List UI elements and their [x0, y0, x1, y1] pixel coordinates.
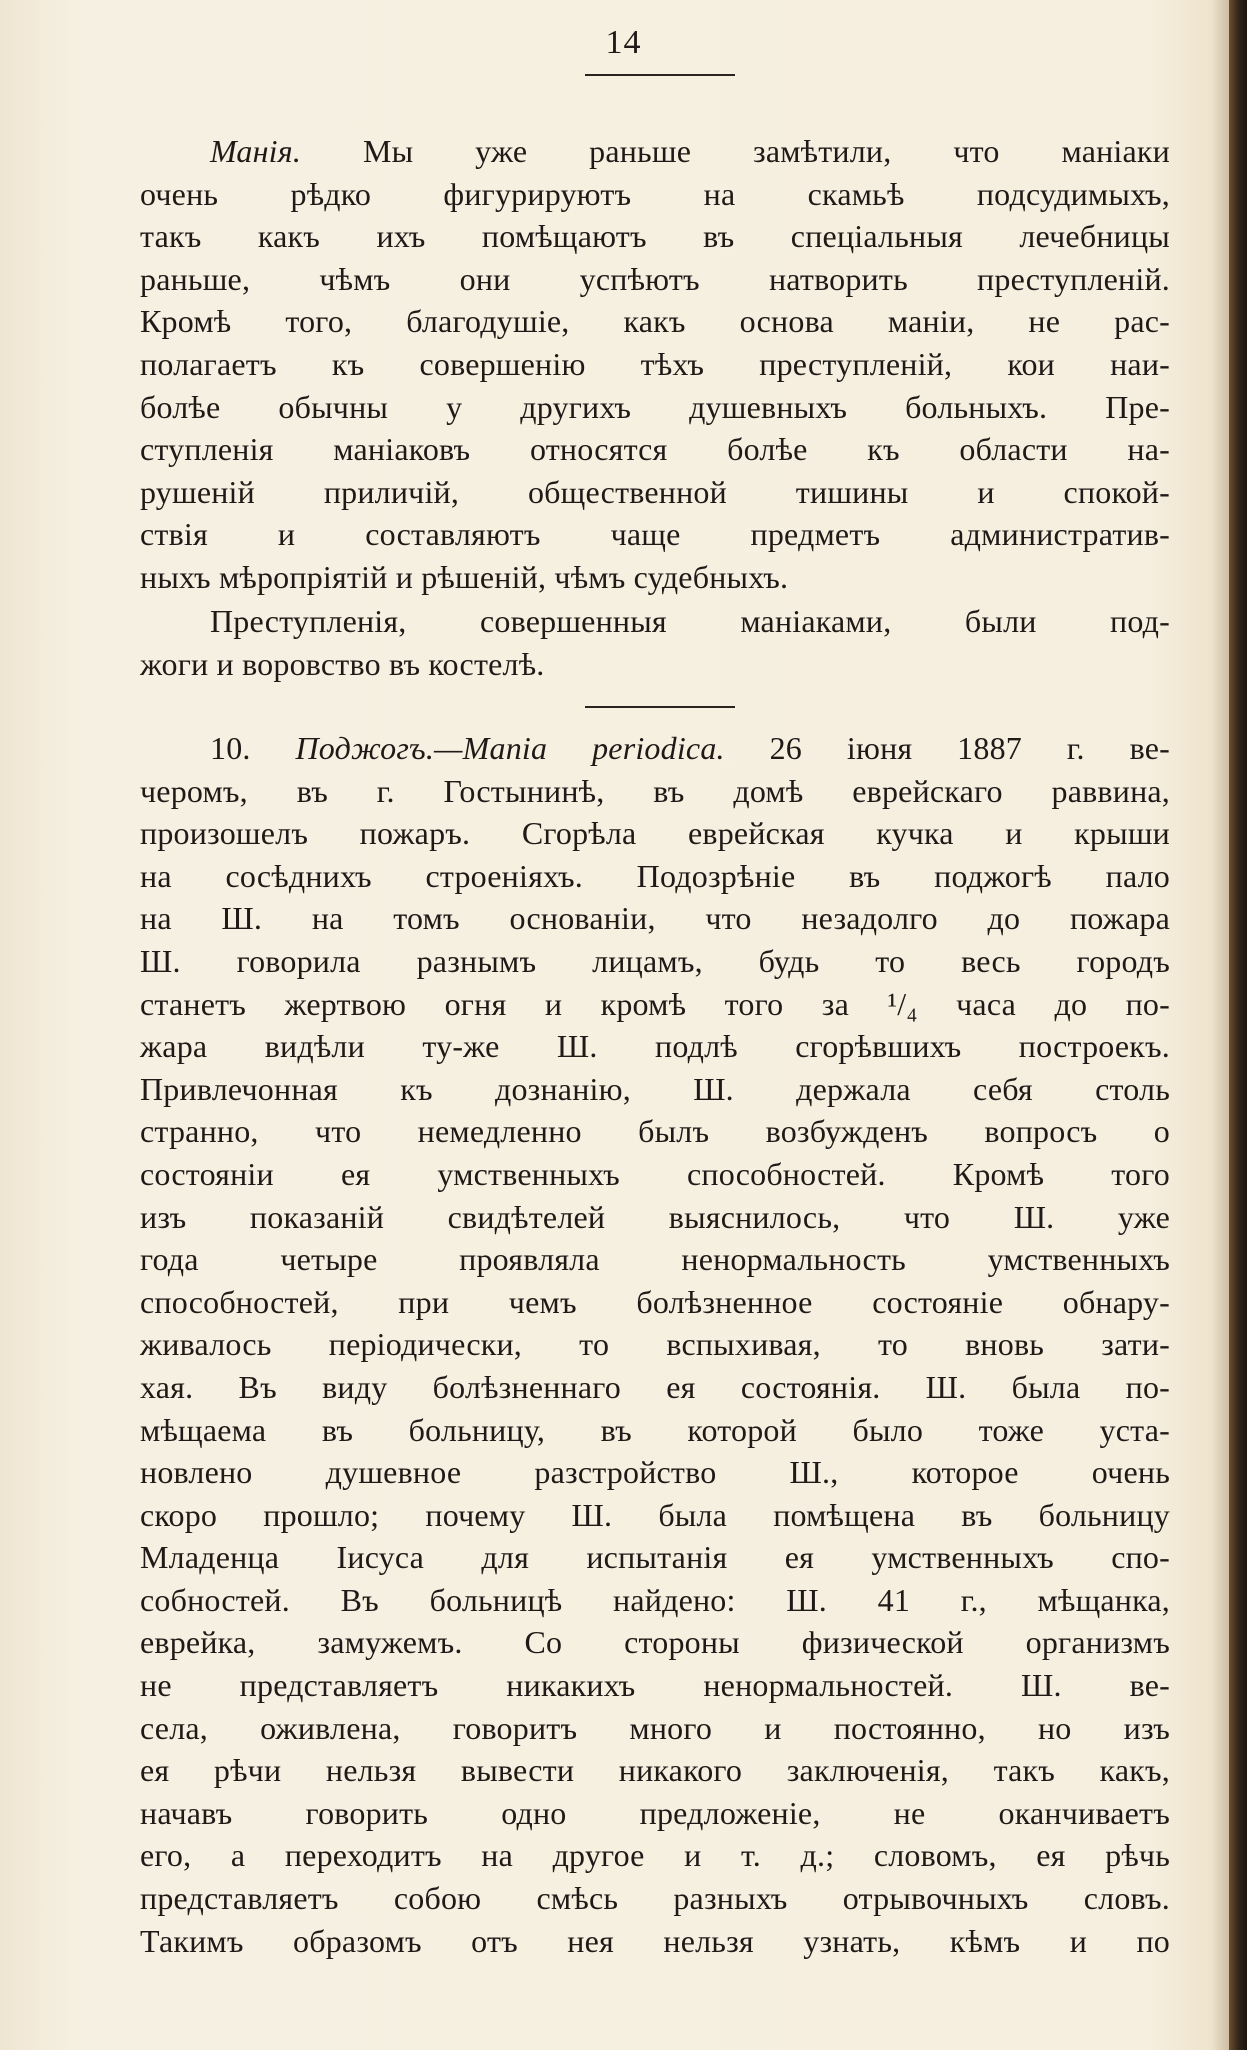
top-rule [585, 74, 735, 76]
text-line: новлено душевное разстройство Ш., которое очень [140, 1454, 1170, 1491]
paragraph-crimes [140, 600, 1170, 685]
text-line: ея рѣчи нельзя вывести никакого заключенія, такъ какъ, [140, 1752, 1170, 1789]
text-line: не представляетъ никакихъ ненормальностей. Ш. ве- [140, 1667, 1170, 1704]
text-line: ступленія маніаковъ относятся болѣе къ области на- [140, 431, 1170, 468]
text-line: 10. Поджогъ.—Mania periodica. 26 іюня 1887 г. ве- [210, 730, 1171, 766]
text-line: жоги и воровство въ костелѣ. [140, 645, 545, 682]
text-line: села, оживлена, говоритъ много и постоянно, но изъ [140, 1709, 1170, 1746]
text-line: Манія. Мы уже раньше замѣтили, что маніаки [210, 133, 1171, 169]
text-line: ныхъ мѣропріятій и рѣшеній, чѣмъ судебныхъ. [140, 558, 789, 595]
text-line: Привлечонная къ дознанію, Ш. держала себя столь [140, 1070, 1170, 1107]
text-line: болѣе обычны у другихъ душевныхъ больныхъ. Пре- [140, 388, 1170, 425]
paragraph-case-10 [140, 727, 1170, 1962]
text-line: станетъ жертвою огня и кромѣ того за ¹/₄ часа до по- [140, 985, 1170, 1022]
text-line: его, а переходитъ на другое и т. д.; словомъ, ея рѣчь [140, 1837, 1170, 1874]
text-line: собностей. Въ больницѣ найдено: Ш. 41 г., мѣщанка, [140, 1581, 1170, 1618]
text-line: на Ш. на томъ основаніи, что незадолго до пожара [140, 900, 1170, 937]
case-number: 10. [210, 730, 251, 766]
text-line: способностей, при чемъ болѣзненное состояніе обнару- [140, 1283, 1170, 1320]
text-line: полагаетъ къ совершенію тѣхъ преступленій, кои наи- [140, 345, 1170, 382]
text-line: Младенца Іисуса для испытанія ея умственныхъ спо- [140, 1539, 1170, 1576]
section-divider [585, 706, 735, 708]
text-line: Ш. говорила разнымъ лицамъ, будь то весь городъ [140, 942, 1170, 979]
text-line: Такимъ образомъ отъ нея нельзя узнать, кѣмъ и по [140, 1922, 1170, 1959]
text-line: представляетъ собою смѣсь разныхъ отрывочныхъ словъ. [140, 1880, 1170, 1917]
text-line: такъ какъ ихъ помѣщаютъ въ спеціальныя лечебницы [140, 218, 1170, 255]
text-line: очень рѣдко фигурируютъ на скамьѣ подсудимыхъ, [140, 175, 1170, 212]
page-number: 14 [605, 24, 642, 61]
text-line: странно, что немедленно былъ возбужденъ вопросъ о [140, 1113, 1170, 1150]
text-line: Преступленія, совершенныя маніаками, были под- [210, 603, 1170, 639]
text-line: ствія и составляютъ чаще предметъ административ- [140, 516, 1170, 553]
text-line: еврейка, замужемъ. Со стороны физической организмъ [140, 1624, 1170, 1661]
paragraph-mania [140, 130, 1170, 599]
section-lead: Манія. [210, 133, 302, 169]
text-line: рушеній приличій, общественной тишины и спокой- [140, 473, 1170, 510]
text-line: мѣщаема въ больницу, въ которой было тоже уста- [140, 1411, 1170, 1448]
text-line: скоро прошло; почему Ш. была помѣщена въ больницу [140, 1496, 1170, 1533]
text-line: начавъ говорить одно предложеніе, не оканчиваетъ [140, 1794, 1170, 1831]
text-line: живалось періодически, то вспыхивая, то вновь зати- [140, 1326, 1170, 1363]
text-line: жара видѣли ту-же Ш. подлѣ сгорѣвшихъ построекъ. [140, 1028, 1170, 1065]
text-line: Кромѣ того, благодушіе, какъ основа маніи, не рас- [140, 303, 1170, 340]
page-edge [1229, 0, 1247, 2050]
text-line: состояніи ея умственныхъ способностей. Кромѣ того [140, 1155, 1170, 1192]
text-line: черомъ, въ г. Гостынинѣ, въ домѣ еврейскаго раввина, [140, 772, 1170, 809]
text-line: раньше, чѣмъ они успѣютъ натворить преступленій. [140, 260, 1170, 297]
page-gutter-shadow [1211, 0, 1229, 2050]
text-line: изъ показаній свидѣтелей выяснилось, что Ш. уже [140, 1198, 1170, 1235]
text-line: произошелъ пожаръ. Сгорѣла еврейская кучка и крыши [140, 815, 1170, 852]
text-line: года четыре проявляла ненормальность умственныхъ [140, 1241, 1170, 1278]
case-heading: Поджогъ.—Mania periodica. [295, 730, 725, 766]
text-line: на сосѣднихъ строеніяхъ. Подозрѣніе въ поджогѣ пало [140, 857, 1170, 894]
text-line: хая. Въ виду болѣзненнаго ея состоянія. Ш. была по- [140, 1368, 1170, 1405]
